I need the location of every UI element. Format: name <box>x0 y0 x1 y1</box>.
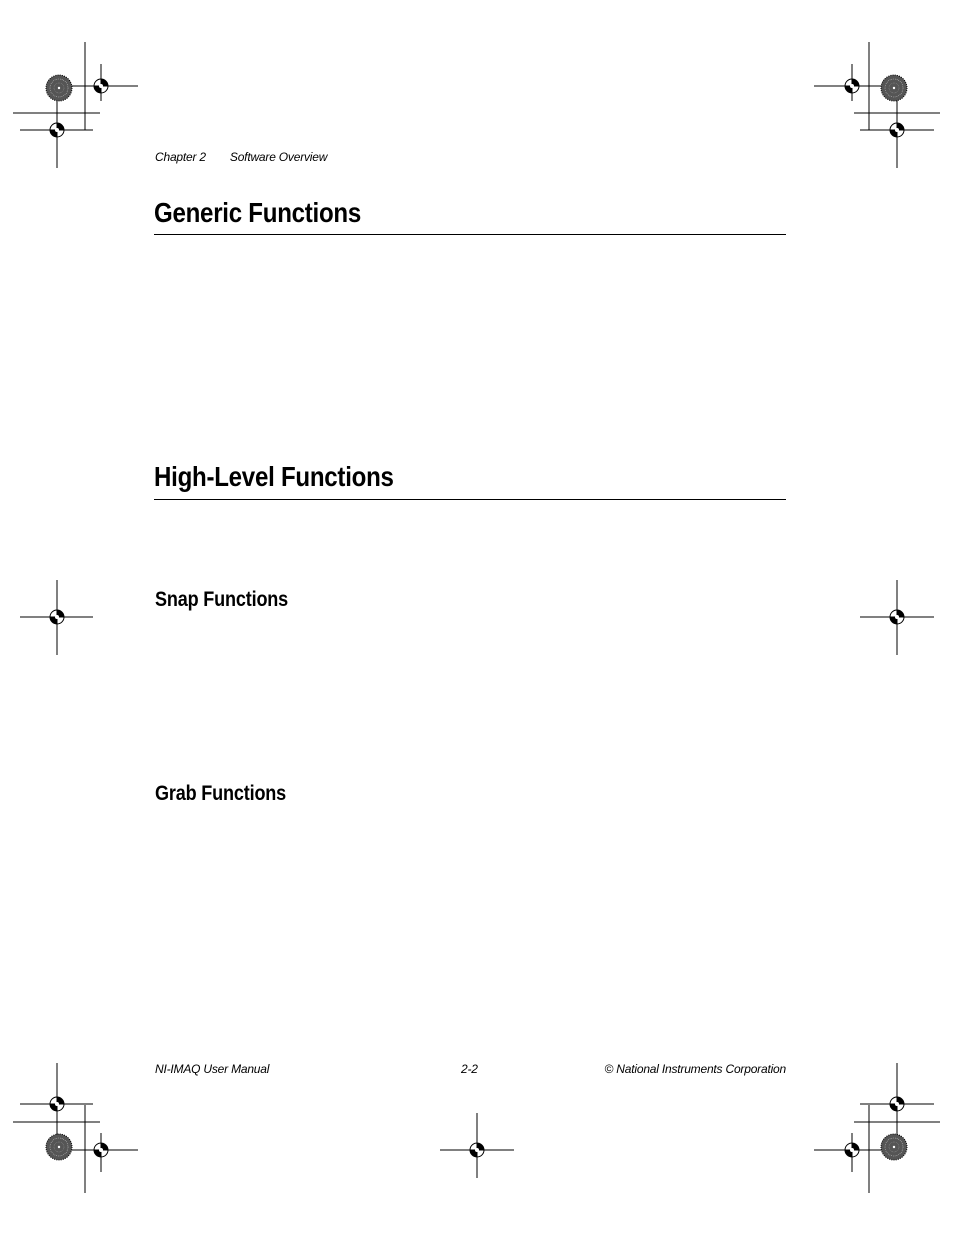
section-label: Software Overview <box>229 150 328 164</box>
heading-snap-functions: Snap Functions <box>155 588 289 611</box>
footer-page-number: 2-2 <box>461 1062 478 1076</box>
heading-grab-functions: Grab Functions <box>155 782 287 805</box>
heading-generic-functions: Generic Functions <box>154 197 362 228</box>
footer-manual-title: NI-IMAQ User Manual <box>155 1062 270 1076</box>
chapter-label: Chapter 2 <box>155 150 206 164</box>
heading-high-level-functions: High-Level Functions <box>154 461 394 492</box>
footer-copyright: © National Instruments Corporation <box>604 1062 786 1076</box>
